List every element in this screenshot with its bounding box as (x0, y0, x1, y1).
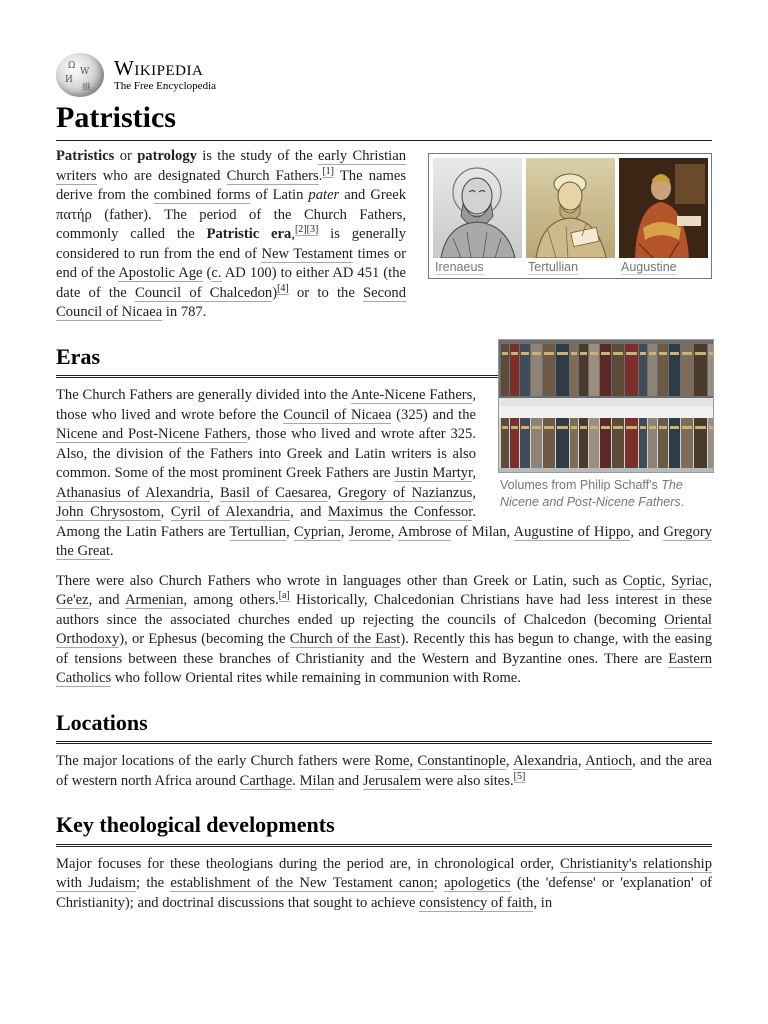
text: who follow Oriental rites while remaining in communion with Rome. (114, 670, 521, 687)
text: ) (272, 284, 278, 301)
link-circa[interactable]: c. (211, 265, 222, 281)
link-rome[interactable]: Rome (374, 753, 410, 770)
link-antioch[interactable]: Antioch (585, 753, 633, 770)
text: of Latin (255, 187, 304, 203)
caption-title: The Nicene and Post-Nicene Fathers (500, 477, 683, 509)
link-council-of-nicaea[interactable]: Council of Nicaea (283, 406, 392, 423)
link-basil[interactable]: Basil of Caesarea (220, 484, 328, 501)
text: of Milan, (455, 523, 511, 540)
bold-term: Patristic era (206, 226, 292, 242)
eras-paragraph-1: The Church Fathers are generally divided into the Ante-Nicene Fathers, those who lived and wrote before the Council of Nicaea (325) and the Nicene and Post-Nicene Fathers, those who lived and wrote after 325. Also, the division of the Fathers into Greek and Latin writers is also common. Some of the most prominent Greek Fathers are Justin Martyr, Athanasius of Alexandria, Basil of Caesarea, Gregory of Nazianzus, John Chrysostom, Cyril of Alexandria, and Maximus the Confessor. Among the Latin Fathers are Tertullian, Cyprian, Jerome, Ambrose of Milan, Augustine of Hippo, and Gregory the Great. (56, 387, 713, 560)
link-cyprian[interactable]: Cyprian (293, 523, 341, 540)
link-milan[interactable]: Milan (299, 772, 335, 789)
text: were also sites. (424, 772, 514, 789)
link-apologetics[interactable]: apologetics (444, 875, 511, 892)
text: times or end of the (56, 245, 406, 281)
text: The Church Fathers are generally divided into the (56, 387, 348, 404)
link-ambrose[interactable]: Ambrose (397, 523, 452, 540)
link-tertullian[interactable]: Tertullian (229, 523, 287, 540)
link-combined-forms[interactable]: combined forms (153, 187, 251, 203)
portrait-caption: Tertullian (528, 260, 579, 274)
link-oriental-orthodoxy[interactable]: Oriental Orthodoxy (56, 611, 712, 648)
text: , those who lived and wrote after 325. Also, the division of the Fathers into Greek and Latin writers is also common. Some of the most prominent Greek Fathers are (56, 426, 476, 482)
text: who are designated (102, 167, 221, 184)
irenaeus-engraving-image[interactable] (433, 158, 522, 258)
theology-paragraph: Major focuses for these theologians during the period are, in chronological order, Christianity's relationship with Judaism; the establishment of the New Testament canon; apologetics (the 'defense' or 'explanation' of Christianity); and doctrinal discussions that sought to achieve consistency of faith, in (56, 855, 712, 911)
text: (the 'defense' or 'explanation' of Christianity); and doctrinal discussions that sought to achieve (56, 875, 712, 911)
link-ante-nicene-fathers[interactable]: Ante-Nicene Fathers (350, 387, 473, 404)
text: . Among the Latin Fathers are (56, 504, 476, 540)
caption-text: . (680, 494, 685, 509)
section-heading-eras: Eras (56, 343, 712, 379)
text: and (338, 772, 360, 789)
text: , and (290, 504, 322, 521)
text: There were also Church Fathers who wrote in languages other than Greek or Latin, such as (56, 572, 618, 589)
text: , and the area of western north Africa around (56, 753, 712, 789)
reference-link[interactable]: [3] (306, 224, 319, 236)
tertullian-engraving-image[interactable] (526, 158, 615, 258)
link-consistency-of-faith[interactable]: consistency of faith (419, 894, 534, 911)
link-nt-canon[interactable]: establishment of the New Testament canon (170, 875, 434, 892)
text: Historically, Chalcedonian Christians have had less interest in these authors since the associated churches ended up rejecting the councils of Chalcedon (becoming (56, 592, 713, 628)
text: Major focuses for these theologians during the period are, in chronological order, (56, 855, 555, 872)
portrait-caption: Augustine (621, 260, 677, 274)
site-header (56, 52, 712, 98)
text: is the study of the (202, 148, 313, 164)
text: (325) and the (396, 406, 477, 423)
text: , and (630, 523, 660, 540)
text: ), or Ephesus (becoming the (119, 631, 286, 648)
text: The major locations of the early Church fathers were (56, 753, 371, 770)
link-apostolic-age[interactable]: Apostolic Age (118, 265, 203, 281)
text: is generally considered to run from the end of (56, 226, 406, 262)
text: ; the (136, 875, 165, 892)
wordmark-text: Wikipedia (114, 56, 204, 80)
link-gregory-nazianzus[interactable]: Gregory of Nazianzus (337, 484, 473, 501)
reference-link[interactable]: [1] (322, 165, 334, 177)
portrait-tertullian[interactable] (526, 158, 615, 276)
caption-text: Volumes from Philip Schaff's (500, 477, 658, 492)
figure-caption (498, 477, 714, 511)
portrait-irenaeus[interactable] (433, 158, 522, 276)
text: ). Recently this has begun to change, with the easing of tensions between these branches of Christianity and the Western and Byzantine ones. There are (56, 631, 713, 667)
text: or to the (297, 284, 355, 301)
section-heading-locations: Locations (56, 709, 712, 745)
text: ( (206, 265, 212, 281)
reference-link[interactable]: [4] (277, 282, 289, 294)
portrait-caption: Irenaeus (435, 260, 484, 274)
link-nicene-post-nicene-fathers[interactable]: Nicene and Post-Nicene Fathers (56, 426, 248, 443)
schaff-volumes-figure (498, 339, 714, 511)
link-early-christian-writers[interactable]: early Christian writers (56, 148, 407, 184)
link-gregory-the-great[interactable]: Gregory the Great (56, 523, 713, 560)
link-john-chrysostom[interactable]: John Chrysostom (56, 504, 161, 521)
link-council-of-chalcedon[interactable]: Council of Chalcedon (134, 284, 273, 301)
eras-paragraph-2: There were also Church Fathers who wrote in languages other than Greek or Latin, such as Coptic, Syriac, Ge'ez, and Armenian, among others.[a] Historically, Chalcedonian Christians have had less interest in these authors since the associated churches ended up rejecting the councils of Chalcedon (becoming Oriental Orthodoxy), or Ephesus (becoming the Church of the East). Recently this has begun to change, with the easing of tensions between these branches of Christianity and the Western and Byzantine ones. There are Eastern Catholics who follow Oriental rites while remaining in communion with Rome. (56, 572, 713, 687)
note-link[interactable]: [a] (278, 590, 290, 602)
link-athanasius[interactable]: Athanasius of Alexandria (56, 484, 210, 501)
bold-term: Patristics (56, 148, 115, 164)
text: and Greek πατήρ (father). The period of the Church Fathers, commonly called the (56, 187, 407, 242)
bookshelf-photo-image[interactable] (498, 339, 714, 473)
link-eastern-catholics[interactable]: Eastern Catholics (56, 650, 712, 687)
link-syriac[interactable]: Syriac (671, 572, 709, 589)
text: , among others. (183, 592, 279, 609)
link-maximus[interactable]: Maximus the Confessor (327, 504, 473, 521)
text: , those who lived and wrote before the (56, 387, 476, 423)
article-page (56, 52, 712, 923)
text: , and (88, 592, 120, 609)
wordmark-tagline: The Free Encyclopedia (114, 80, 217, 92)
link-new-testament[interactable]: New Testament (261, 245, 354, 262)
text: or (119, 148, 132, 164)
portrait-augustine[interactable] (619, 158, 708, 276)
link-second-council-of-nicaea[interactable]: Second Council of Nicaea (56, 284, 406, 320)
page-title: Patristics (56, 100, 712, 141)
link-augustine[interactable]: Augustine of Hippo (513, 523, 631, 540)
link-christianity-judaism[interactable]: Christianity's relationship with Judaism (56, 855, 712, 892)
link-armenian[interactable]: Armenian (125, 592, 184, 609)
link-cyril[interactable]: Cyril of Alexandria (170, 504, 291, 521)
text: in 787. (165, 304, 207, 320)
intro-paragraph: Patristics or patrology is the study of the early Christian writers who are designated Church Fathers.[1] The names derive from the combined forms of Latin pater and Greek πατήρ (father). The period of the Church Fathers, commonly called the Patristic era,[2][3] is generally considered to run from the end of New Testament times or end of the Apostolic Age (c. AD 100) to either AD 451 (the date of the Council of Chalcedon)[4] or to the Second Council of Nicaea in 787. (56, 148, 407, 320)
link-geez[interactable]: Ge'ez (56, 592, 89, 609)
reference-link[interactable]: [2] (294, 224, 307, 236)
section-theology (56, 855, 712, 914)
wikipedia-wordmark[interactable] (114, 58, 216, 92)
link-jerome[interactable]: Jerome (348, 523, 391, 540)
link-church-fathers[interactable]: Church Fathers (226, 167, 319, 184)
text: . (109, 543, 114, 560)
link-church-of-the-east[interactable]: Church of the East (289, 631, 401, 648)
reference-link[interactable]: [5] (513, 770, 526, 782)
portraits-infobox (428, 153, 712, 279)
section-heading-theology: Key theological developments (56, 811, 712, 847)
augustine-painting-image[interactable] (619, 158, 708, 258)
link-carthage[interactable]: Carthage (239, 772, 293, 789)
link-alexandria[interactable]: Alexandria (513, 753, 578, 770)
bold-term: patrology (137, 148, 197, 164)
section-locations (56, 752, 712, 791)
link-constantinople[interactable]: Constantinople (417, 753, 506, 770)
text: AD 100) to either AD 451 (the date of the (56, 265, 406, 301)
wikipedia-globe-icon[interactable]: Ω W И 維 (56, 53, 104, 97)
text: , in (533, 894, 553, 911)
italic-term: pater (308, 187, 340, 203)
link-jerusalem[interactable]: Jerusalem (362, 772, 422, 789)
locations-paragraph: The major locations of the early Church fathers were Rome, Constantinople, Alexandria, Antioch, and the area of western north Africa around Carthage. Milan and Jerusalem were also sites.[5] (56, 753, 712, 789)
text: The names derive from the (56, 167, 407, 203)
link-justin-martyr[interactable]: Justin Martyr (394, 465, 473, 482)
link-coptic[interactable]: Coptic (622, 572, 662, 589)
